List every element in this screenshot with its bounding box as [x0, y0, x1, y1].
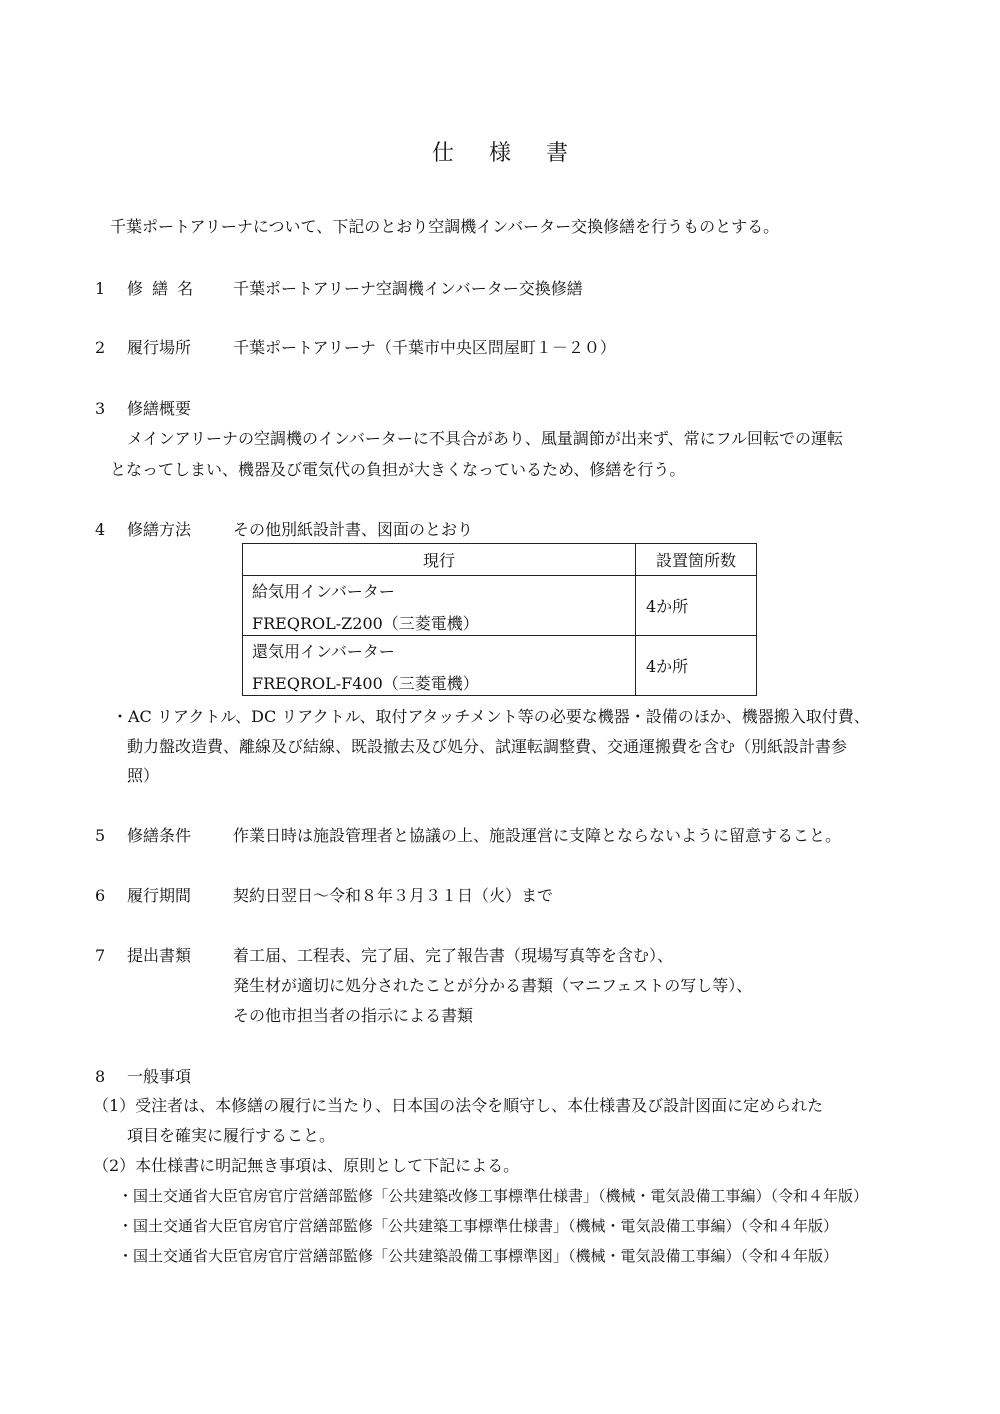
- section-2-value: 千葉ポートアリーナ（千葉市中央区問屋町１－２０）: [233, 338, 616, 357]
- table-header-row: [243, 544, 757, 576]
- table-cell-current: [243, 576, 636, 636]
- section-2-label: 履行場所: [127, 338, 192, 357]
- section-7-line-2: 発生材が適切に処分されたことが分かる書類（マニフェストの写し等）、: [233, 976, 753, 995]
- section-6-label: 履行期間: [127, 886, 192, 905]
- table-row: [243, 576, 757, 636]
- equipment-name: 還気用インバーター: [252, 642, 395, 661]
- section-8-number: 8: [95, 1067, 106, 1086]
- reference-item: ・国土交通省大臣官房官庁営繕部監修「公共建築設備工事標準図」（機械・電気設備工事編）（令和４年版）: [118, 1247, 839, 1265]
- section-8-label: 一般事項: [127, 1067, 192, 1086]
- table-cell-count: 4か所: [636, 636, 757, 696]
- section-4-note-line-3: 照）: [127, 766, 160, 785]
- section-1-value: 千葉ポートアリーナ空調機インバーター交換修繕: [233, 279, 583, 298]
- section-6-number: 6: [95, 886, 106, 905]
- section-6-value: 契約日翌日～令和８年３月３１日（火）まで: [233, 886, 554, 905]
- intro-text: 千葉ポートアリーナについて、下記のとおり空調機インバーター交換修繕を行うものとする。: [110, 217, 780, 236]
- section-8-item-1-line-2: 項目を確実に履行すること。: [127, 1126, 336, 1145]
- section-7-number: 7: [95, 946, 106, 965]
- page-title: 仕 様 書: [432, 141, 582, 166]
- section-3-text-line-2: となってしまい、機器及び電気代の負担が大きくなっているため、修繕を行う。: [110, 460, 686, 479]
- section-2-number: 2: [95, 338, 106, 357]
- equipment-table: [242, 543, 757, 696]
- section-1-number: 1: [95, 279, 106, 298]
- reference-item: ・国土交通省大臣官房官庁営繕部監修「公共建築工事標準仕様書」（機械・電気設備工事編）（令和４年版）: [118, 1217, 839, 1235]
- reference-item: ・国土交通省大臣官房官庁営繕部監修「公共建築改修工事標準仕様書」（機械・電気設備工事編）（令和４年版）: [118, 1187, 869, 1205]
- section-4-value: その他別紙設計書、図面のとおり: [233, 520, 474, 539]
- equipment-name: 給気用インバーター: [252, 582, 395, 601]
- section-8-item-2: （2）本仕様書に明記無き事項は、原則として下記による。: [93, 1156, 520, 1175]
- section-5-label: 修繕条件: [127, 826, 192, 845]
- section-5-value: 作業日時は施設管理者と協議の上、施設運営に支障とならないように留意すること。: [233, 826, 842, 845]
- section-7-line-3: その他市担当者の指示による書類: [233, 1006, 474, 1025]
- equipment-model: FREQROL-Z200（三菱電機）: [252, 614, 479, 633]
- section-4-label: 修繕方法: [127, 520, 192, 539]
- table-cell-current: [243, 636, 636, 696]
- table-header-current: 現行: [243, 544, 636, 576]
- section-3-text-line-1: メインアリーナの空調機のインバーターに不具合があり、風量調節が出来ず、常にフル回転での運転: [127, 429, 844, 448]
- table-row: [243, 636, 757, 696]
- section-3-number: 3: [95, 399, 106, 418]
- equipment-model: FREQROL-F400（三菱電機）: [252, 674, 479, 693]
- section-7-line-1: 着工届、工程表、完了届、完了報告書（現場写真等を含む）、: [233, 946, 674, 965]
- section-8-item-1-line-1: （1）受注者は、本修繕の履行に当たり、日本国の法令を順守し、本仕様書及び設計図面に定められた: [93, 1096, 824, 1115]
- table-cell-count: 4か所: [636, 576, 757, 636]
- section-4-note-line-2: 動力盤改造費、離線及び結線、既設撤去及び処分、試運転調整費、交通運搬費を含む（別紙設計書参: [127, 737, 848, 756]
- table-header-count: 設置箇所数: [636, 544, 757, 576]
- section-4-number: 4: [95, 520, 106, 539]
- section-1-label: 修 繕 名: [127, 279, 196, 298]
- section-4-note-line-1: ・AC リアクトル、DC リアクトル、取付アタッチメント等の必要な機器・設備のほか、機器搬入取付費、: [112, 707, 870, 726]
- section-3-label: 修繕概要: [127, 399, 192, 418]
- section-5-number: 5: [95, 826, 106, 845]
- section-7-label: 提出書類: [127, 946, 192, 965]
